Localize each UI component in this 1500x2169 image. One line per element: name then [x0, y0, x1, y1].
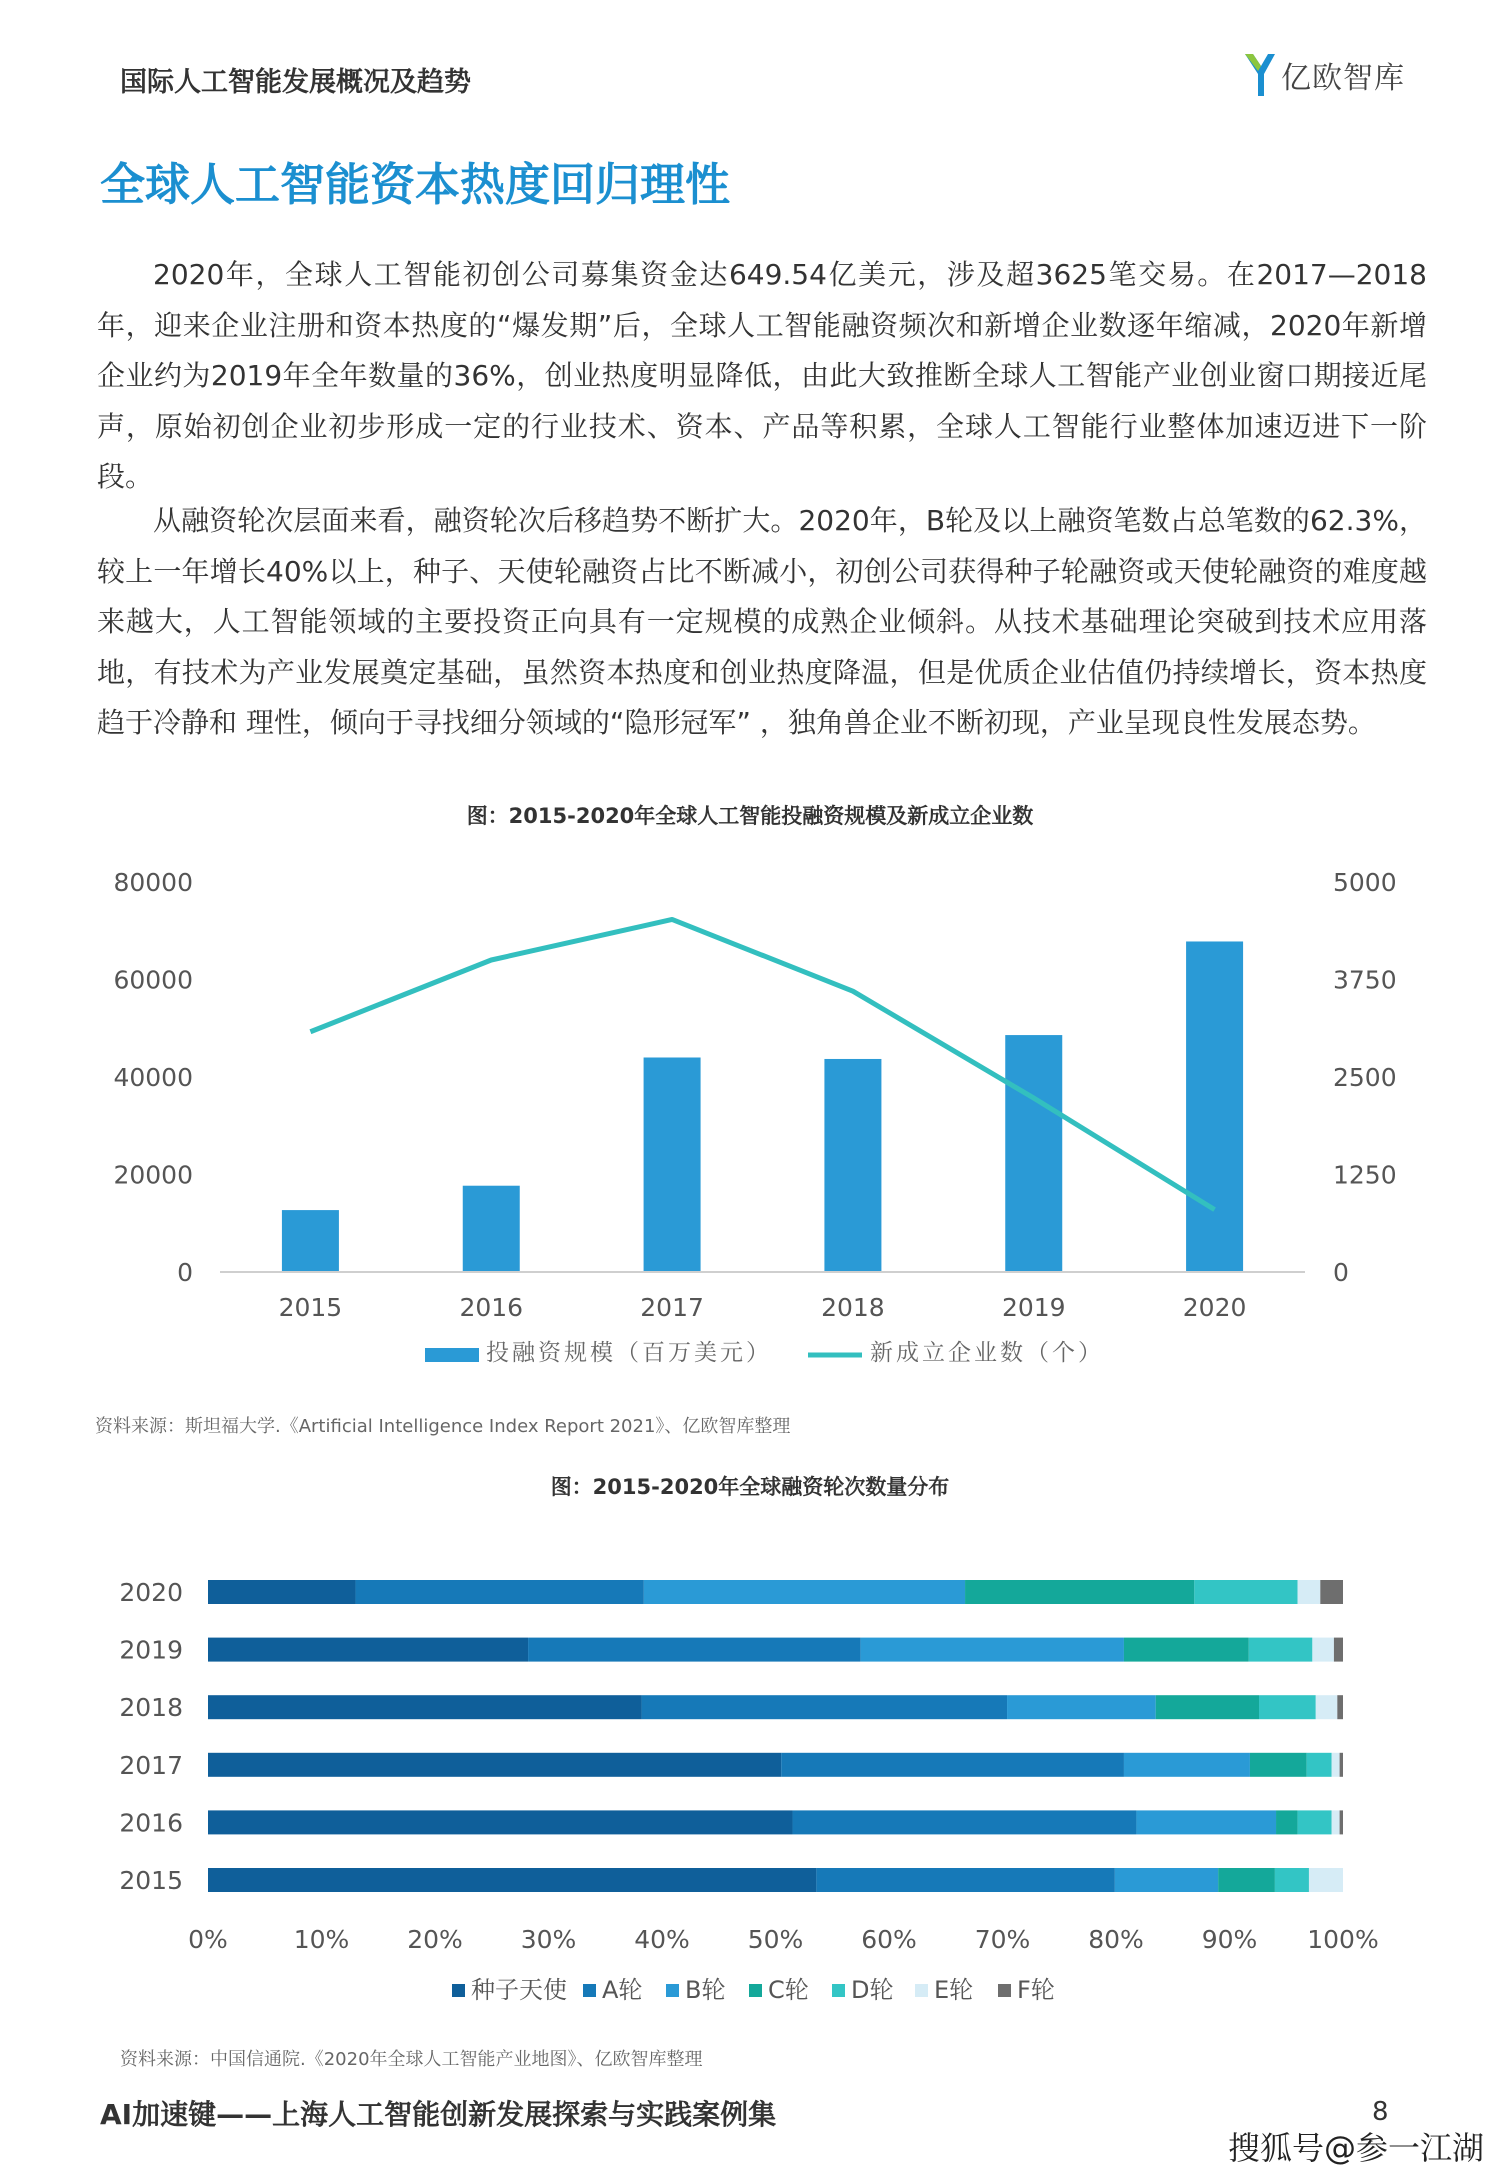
x-tick-label: 2019: [1001, 1293, 1066, 1322]
segment-2020-B轮: [644, 1580, 965, 1604]
legend-label: F轮: [1017, 1976, 1055, 2004]
x-tick-label: 80%: [1088, 1925, 1144, 1954]
funding-rounds-chart: [0, 1540, 1500, 2030]
x-tick-label: 30%: [520, 1925, 577, 1954]
segment-2015-E轮: [1309, 1868, 1343, 1892]
logo-text: 亿欧智库: [1281, 61, 1405, 96]
segment-2017-C轮: [1250, 1753, 1307, 1777]
paragraph-2: 从融资轮次层面来看，融资轮次后移趋势不断扩大。2020年，B轮及以上融资笔数占总笔数的62.3%，较上一年增长40%以上，种子、天使轮融资占比不断减小，初创公司获得种子轮融资或天使轮融资的难度越来越大，人工智能领域的主要投资正向具有一定规模的成熟企业倾斜。从技术基础理论突破到技术应用落地，有技术为产业发展奠定基础，虽然资本热度和创业热度降温，但是优质企业估值仍持续增长，资本热度趋于冷静和 理性，倾向于寻找细分领域的“隐形冠军” ，独角兽企业不断初现，产业呈现良性发展态势。: [97, 504, 1427, 739]
segment-2018-C轮: [1156, 1695, 1259, 1719]
x-tick-label: 2017: [640, 1293, 704, 1322]
x-tick-label: 70%: [974, 1925, 1031, 1954]
legend-label: A轮: [602, 1976, 643, 2004]
segment-2019-D轮: [1249, 1638, 1313, 1662]
y-right-tick-label: 2500: [1333, 1063, 1397, 1092]
segment-2016-F轮: [1340, 1810, 1343, 1834]
y-left-tick-label: 20000: [113, 1160, 193, 1190]
x-tick-label: 2015: [278, 1293, 343, 1322]
y-left-tick-label: 60000: [113, 965, 193, 995]
x-tick-label: 2018: [821, 1293, 885, 1322]
segment-2018-D轮: [1259, 1695, 1316, 1719]
segment-2015-A轮: [816, 1868, 1115, 1892]
segment-2016-种子天使: [208, 1810, 793, 1834]
segment-2016-D轮: [1298, 1810, 1332, 1834]
segment-2016-B轮: [1136, 1810, 1276, 1834]
segment-2019-种子天使: [208, 1638, 528, 1662]
segment-2017-A轮: [781, 1753, 1124, 1777]
segment-2016-E轮: [1332, 1810, 1340, 1834]
investment-chart: [0, 840, 1500, 1400]
legend-swatch: [832, 1984, 845, 1997]
segment-2017-E轮: [1332, 1753, 1340, 1777]
figure-2-title: 图：2015-2020年全球融资轮次数量分布: [550, 1475, 950, 1499]
paragraph-1: 2020年，全球人工智能初创公司募集资金达649.54亿美元，涉及超3625笔交易。在2017—2018年，迎来企业注册和资本热度的“爆发期”后，全球人工智能融资频次和新增企业数逐年缩减，2020年新增企业约为2019年全年数量的36%，创业热度明显降低，由此大致推断全球人工智能产业创业窗口期接近尾声，原始初创企业初步形成一定的行业技术、资本、产品等积累，全球人工智能行业整体加速迈进下一阶段。: [97, 258, 1427, 493]
x-tick-label: 50%: [747, 1925, 804, 1954]
segment-2019-F轮: [1334, 1638, 1343, 1662]
segment-2020-E轮: [1298, 1580, 1321, 1604]
legend-swatch: [998, 1984, 1011, 1997]
segment-2020-A轮: [356, 1580, 644, 1604]
x-tick-label: 90%: [1201, 1925, 1258, 1954]
legend-label: B轮: [685, 1976, 726, 2004]
segment-2017-B轮: [1124, 1753, 1250, 1777]
y-right-tick-label: 3750: [1333, 965, 1397, 995]
x-tick-label: 40%: [634, 1925, 690, 1954]
segment-2017-F轮: [1340, 1753, 1343, 1777]
bar-2017: [644, 1058, 701, 1273]
segment-2016-C轮: [1276, 1810, 1298, 1834]
legend-swatch: [915, 1984, 928, 1997]
figure-2-source: 资料来源：中国信通院.《2020年全球人工智能产业地图》、亿欧智库整理: [120, 2049, 703, 2070]
y-right-tick-label: 1250: [1333, 1160, 1397, 1190]
segment-2015-C轮: [1218, 1868, 1275, 1892]
y-logo-icon: [1243, 52, 1277, 98]
segment-2018-B轮: [1007, 1695, 1156, 1719]
page-title: 全球人工智能资本热度回归理性: [100, 158, 731, 211]
bar-2019: [1005, 1035, 1062, 1272]
segment-2020-C轮: [965, 1580, 1194, 1604]
y-left-tick-label: 80000: [113, 868, 193, 897]
legend-label: 种子天使: [471, 1976, 567, 2004]
segment-2019-C轮: [1124, 1638, 1249, 1662]
watermark: 搜狐号@参一江湖: [1228, 2129, 1485, 2167]
bar-2018: [824, 1059, 881, 1272]
y-left-tick-label: 40000: [113, 1063, 193, 1092]
legend-swatch: [452, 1984, 465, 1997]
legend-label: E轮: [934, 1976, 974, 2004]
segment-2020-种子天使: [208, 1580, 356, 1604]
segment-2018-E轮: [1316, 1695, 1338, 1719]
legend-swatch: [583, 1984, 596, 1997]
segment-2015-D轮: [1275, 1868, 1309, 1892]
segment-2016-A轮: [793, 1810, 1137, 1834]
legend-label: D轮: [851, 1976, 894, 2004]
legend-swatch: [749, 1984, 762, 1997]
x-tick-label: 2016: [459, 1293, 524, 1322]
bar-2016: [463, 1186, 520, 1272]
y-right-tick-label: 5000: [1333, 868, 1397, 897]
legend-label-bar: 投融资规模（百万美元）: [486, 1340, 772, 1366]
legend-label-line: 新成立企业数（个）: [870, 1340, 1104, 1366]
footer-title: AI加速键——上海人工智能创新发展探索与实践案例集: [100, 2098, 777, 2131]
header-title: 国际人工智能发展概况及趋势: [120, 67, 471, 98]
segment-2018-种子天使: [208, 1695, 642, 1719]
figure-1-source: 资料来源：斯坦福大学.《Artificial Intelligence Index Report 2021》、亿欧智库整理: [95, 1416, 791, 1437]
x-tick-label: 100%: [1307, 1925, 1379, 1954]
legend-swatch-bar: [425, 1348, 479, 1362]
y-right-tick-label: 0: [1333, 1258, 1349, 1287]
segment-2019-E轮: [1312, 1638, 1334, 1662]
segment-2019-B轮: [861, 1638, 1124, 1662]
x-tick-label: 2020: [1182, 1293, 1247, 1322]
bar-2015: [282, 1210, 339, 1272]
x-tick-label: 0%: [188, 1925, 228, 1954]
y-tick-label: 2017: [119, 1750, 183, 1780]
y-tick-label: 2015: [119, 1866, 183, 1895]
y-tick-label: 2019: [119, 1635, 183, 1665]
segment-2020-D轮: [1194, 1580, 1297, 1604]
legend-swatch: [666, 1984, 679, 1997]
x-tick-label: 20%: [407, 1925, 463, 1954]
x-tick-label: 60%: [861, 1925, 917, 1954]
y-tick-label: 2020: [119, 1578, 183, 1607]
x-tick-label: 10%: [293, 1925, 350, 1954]
segment-2017-种子天使: [208, 1753, 781, 1777]
figure-1-title: 图：2015-2020年全球人工智能投融资规模及新成立企业数: [466, 804, 1034, 828]
segment-2020-F轮: [1320, 1580, 1343, 1604]
segment-2018-A轮: [642, 1695, 1007, 1719]
logo: [1243, 52, 1405, 98]
segment-2019-A轮: [528, 1638, 861, 1662]
legend-label: C轮: [768, 1976, 809, 2004]
segment-2017-D轮: [1307, 1753, 1332, 1777]
y-tick-label: 2016: [119, 1808, 183, 1838]
segment-2015-种子天使: [208, 1868, 816, 1892]
line-series-new-companies: [310, 919, 1214, 1209]
segment-2015-B轮: [1115, 1868, 1218, 1892]
bar-2020: [1186, 941, 1243, 1272]
y-tick-label: 2018: [119, 1693, 183, 1723]
y-left-tick-label: 0: [177, 1258, 193, 1287]
page-number: 8: [1372, 2097, 1389, 2127]
segment-2018-F轮: [1337, 1695, 1343, 1719]
